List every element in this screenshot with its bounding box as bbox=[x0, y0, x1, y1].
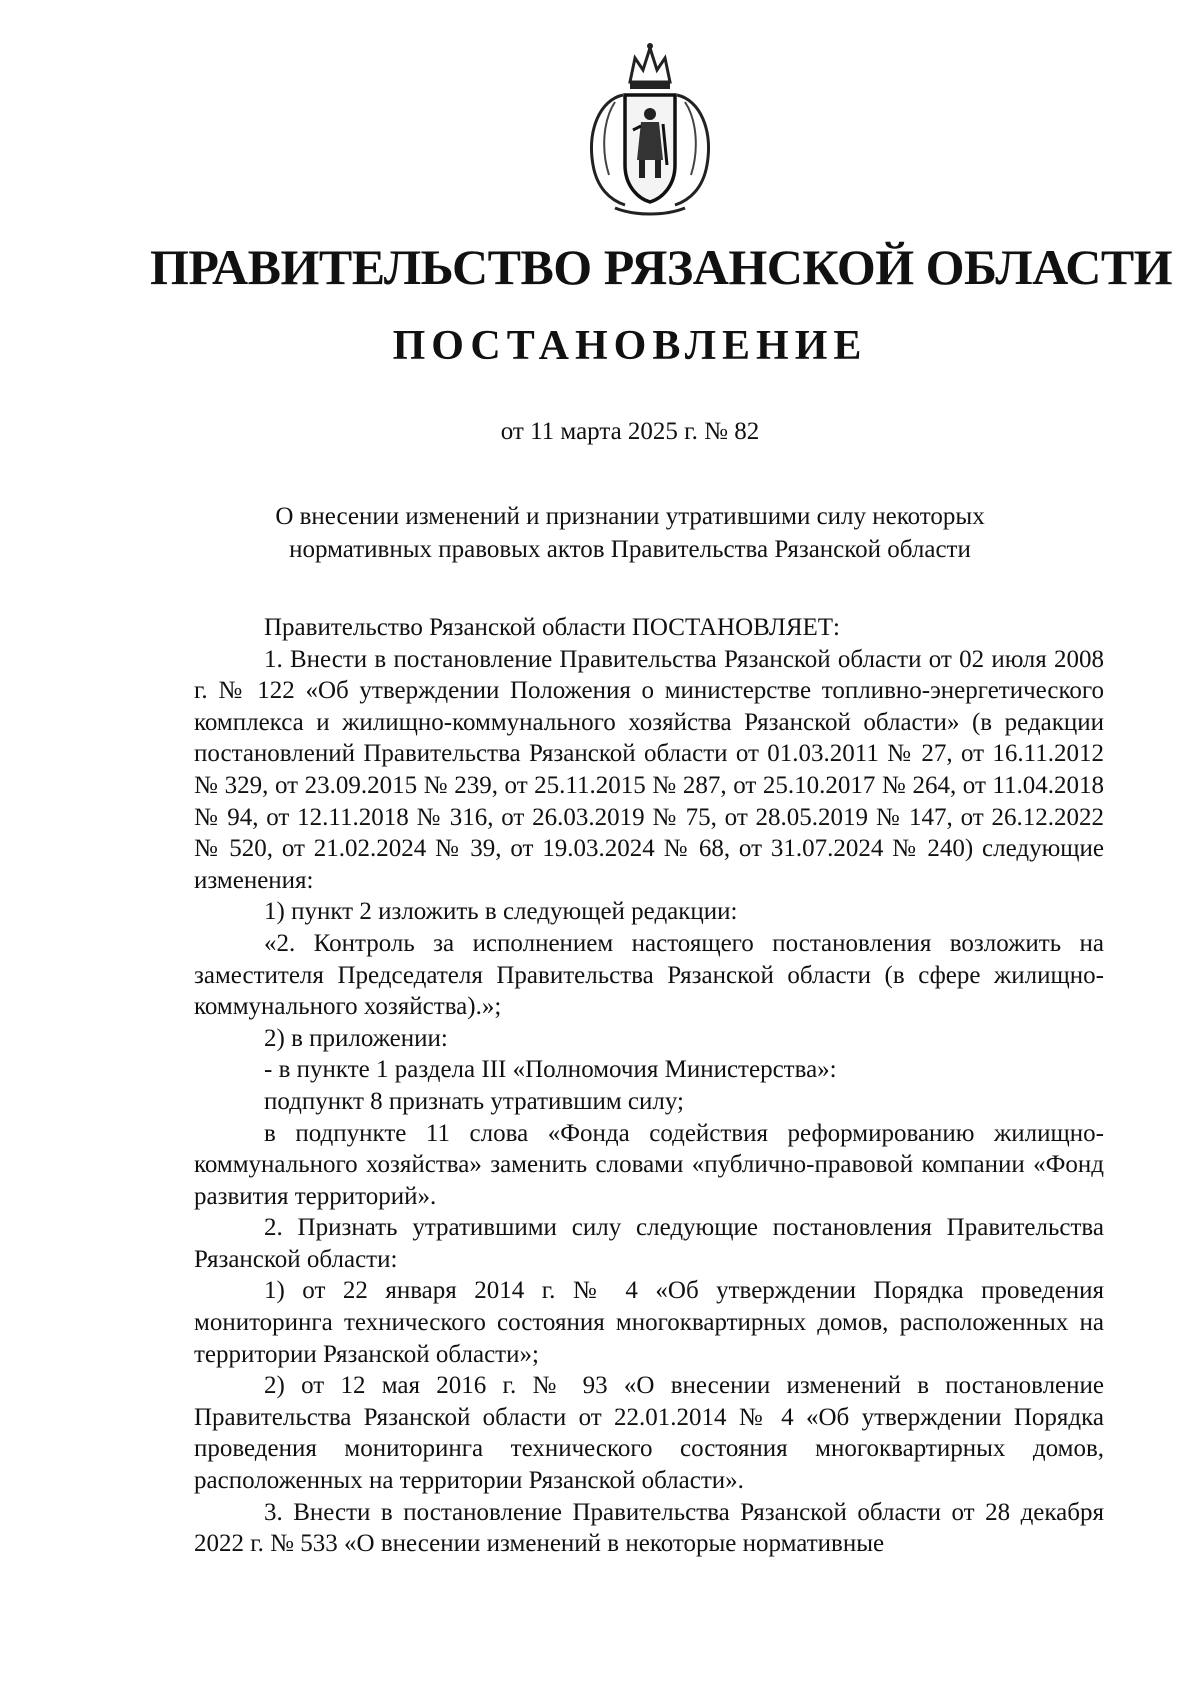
document-type: ПОСТАНОВЛЕНИЕ bbox=[392, 323, 868, 369]
document-date-number: от 11 марта 2025 г. № 82 bbox=[500, 418, 760, 445]
paragraph-subpoint-8: подпункт 8 признать утратившим силу; bbox=[264, 1087, 684, 1115]
subject-line-1: О внесении изменений и признании утратившими силу некоторых bbox=[275, 503, 985, 530]
document-subject bbox=[220, 500, 1040, 566]
coat-of-arms-icon bbox=[575, 40, 725, 220]
paragraph-item-2-1: 1) от 22 января 2014 г. № 4 «Об утверждении Порядка проведения мониторинга технического состояния многоквартирных домов, расположенных на территории Рязанской области»; bbox=[194, 1277, 1104, 1368]
paragraph-item-3: 3. Внести в постановление Правительства Рязанской области от 28 декабря 2022 г. № 533 «О внесении изменений в некоторые нормативные bbox=[194, 1498, 1104, 1558]
paragraph-item-2-2: 2) от 12 мая 2016 г. № 93 «О внесении изменений в постановление Правительства Рязанской области от 22.01.2014 № 4 «Об утверждении Порядка проведения мониторинга технического состояния многоквартирных домов, расположенных на территории Рязанской области». bbox=[194, 1372, 1104, 1495]
paragraph-subpoint-11: в подпункте 11 слова «Фонда содействия реформированию жилищно-коммунального хозяйства» заменить словами «публично-правовой компании «Фонд развития территорий». bbox=[194, 1119, 1104, 1210]
subject-line-2: нормативных правовых актов Правительства Рязанской области bbox=[289, 536, 971, 563]
organization-title: ПРАВИТЕЛЬСТВО РЯЗАНСКОЙ ОБЛАСТИ bbox=[150, 239, 1173, 295]
paragraph-item-2: 2. Признать утратившими силу следующие постановления Правительства Рязанской области: bbox=[194, 1214, 1104, 1273]
paragraph-preamble: Правительство Рязанской области ПОСТАНОВЛЯЕТ: bbox=[264, 614, 840, 641]
paragraph-section-ref: - в пункте 1 раздела III «Полномочия Министерства»: bbox=[264, 1056, 837, 1084]
paragraph-subitem-1: 1) пункт 2 изложить в следующей редакции: bbox=[264, 898, 738, 926]
paragraph-subitem-2: 2) в приложении: bbox=[264, 1024, 448, 1052]
paragraph-item-1: 1. Внести в постановление Правительства Рязанской области от 02 июля 2008 г. № 122 «Об утверждении Положения о министерстве топливно-энергетического комплекса и жилищно-коммунального хозяйства Рязанской области» (в редакции постановлений Правительства Рязанской области от 01.03.2011 № 27, от 16.11.2012 № 329, от 23.09.2015 № 239, от 25.11.2015 № 287, от 25.10.2017 № 264, от 11.04.2018 № 94, от 12.11.2018 № 316, от 26.03.2019 № 75, от 28.05.2019 № 147, от 26.12.2022 № 520, от 21.02.2024 № 39, от 19.03.2024 № 68, от 31.07.2024 № 240) следующие изменения: bbox=[194, 645, 1104, 894]
document-body bbox=[194, 612, 1104, 1560]
paragraph-quoted-text: «2. Контроль за исполнением настоящего постановления возложить на заместителя Председателя Правительства Рязанской области (в сфере жилищно-коммунального хозяйства).»; bbox=[194, 929, 1104, 1021]
